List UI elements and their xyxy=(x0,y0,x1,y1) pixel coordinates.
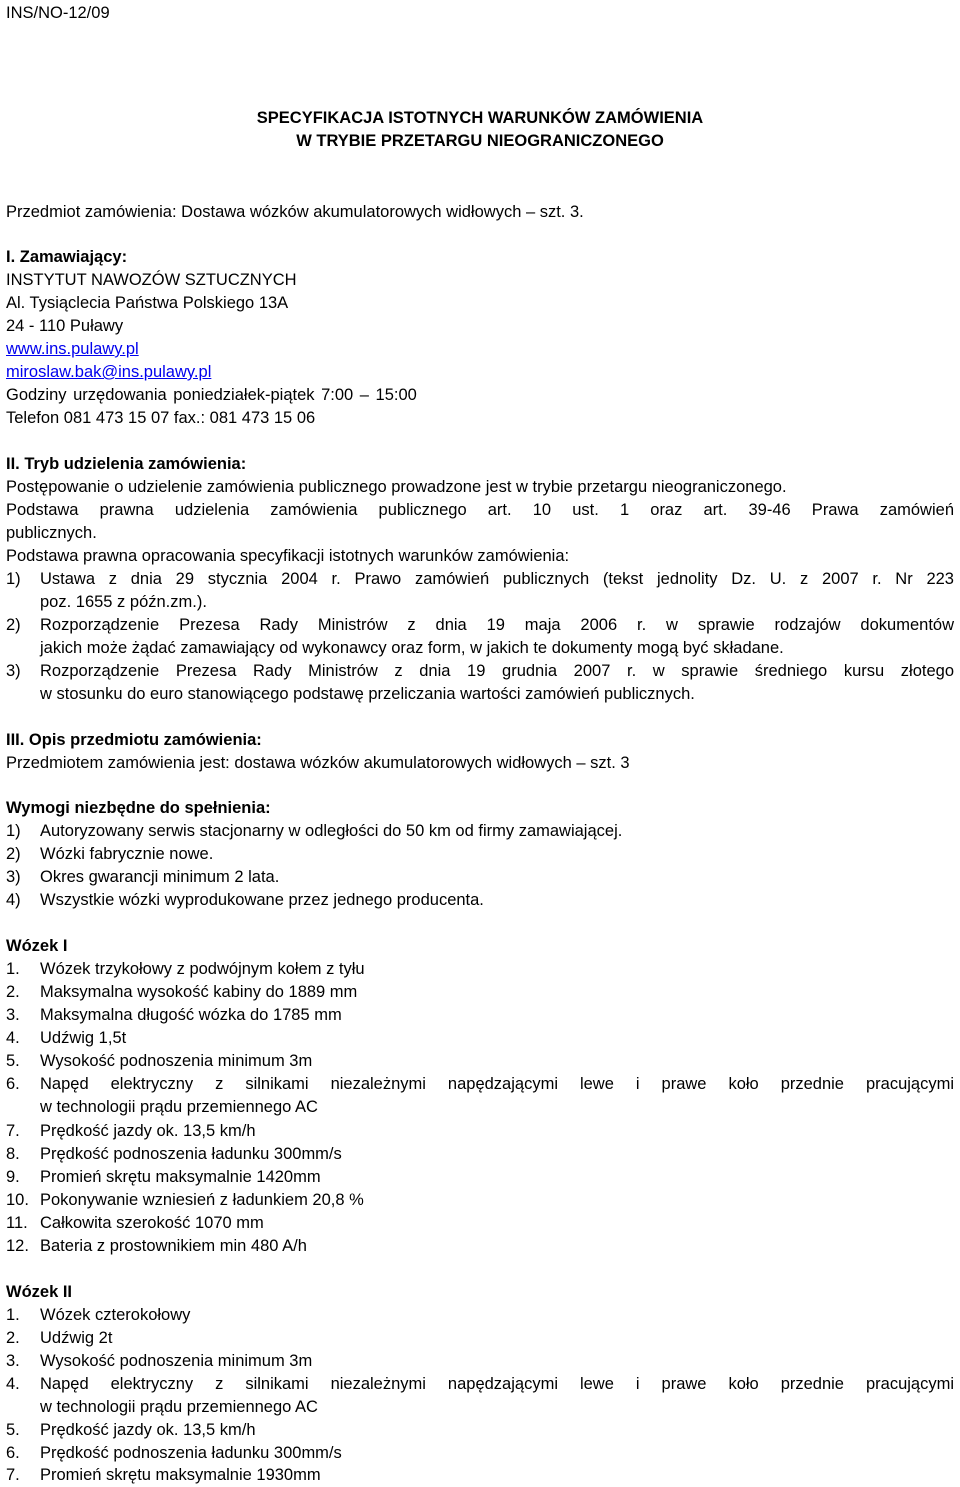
list-number: 7. xyxy=(6,1122,20,1140)
list-number: 4. xyxy=(6,1375,20,1393)
list-text: Wózki fabrycznie nowe. xyxy=(40,845,214,863)
list-text: Wysokość podnoszenia minimum 3m xyxy=(40,1352,313,1370)
list-text: Prędkość jazdy ok. 13,5 km/h xyxy=(40,1421,256,1439)
list-text: Wysokość podnoszenia minimum 3m xyxy=(40,1052,313,1070)
list-text: Prędkość podnoszenia ładunku 300mm/s xyxy=(40,1145,342,1163)
list-text: Całkowita szerokość 1070 mm xyxy=(40,1214,264,1232)
office-hours: Godziny urzędowania poniedziałek-piątek 7:00 – 15:00 xyxy=(6,386,417,404)
address-line-1: Al. Tysiąclecia Państwa Polskiego 13A xyxy=(6,294,289,312)
procedure-line-3: Podstawa prawna opracowania specyfikacji istotnych warunków zamówienia: xyxy=(6,547,570,565)
list-number: 12. xyxy=(6,1237,29,1255)
description-line-1: Przedmiotem zamówienia jest: dostawa wózków akumulatorowych widłowych – szt. 3 xyxy=(6,754,630,772)
institute-name: INSTYTUT NAWOZÓW SZTUCZNYCH xyxy=(6,271,297,289)
list-text: Bateria z prostownikiem min 480 A/h xyxy=(40,1237,307,1255)
address-line-2: 24 - 110 Puławy xyxy=(6,317,124,335)
list-text: Pokonywanie wzniesień z ładunkiem 20,8 % xyxy=(40,1191,364,1209)
list-number: 4. xyxy=(6,1029,20,1047)
section-2-heading: II. Tryb udzielenia zamówienia: xyxy=(6,455,247,473)
list-text: Prędkość podnoszenia ładunku 300mm/s xyxy=(40,1444,342,1462)
list-text: Wszystkie wózki wyprodukowane przez jednego producenta. xyxy=(40,891,484,909)
list-text: Wózek trzykołowy z podwójnym kołem z tyłu xyxy=(40,960,365,978)
requirements-heading: Wymogi niezbędne do spełnienia: xyxy=(6,799,271,817)
list-number: 3. xyxy=(6,1006,20,1024)
list-number: 6. xyxy=(6,1444,20,1462)
list-number: 2) xyxy=(6,845,21,863)
list-number: 8. xyxy=(6,1145,20,1163)
list-number: 10. xyxy=(6,1191,29,1209)
list-text: Rozporządzenie Prezesa Rady Ministrów z dnia 19 maja 2006 r. w sprawie rodzajów dokumentów xyxy=(40,616,954,634)
list-text: Rozporządzenie Prezesa Rady Ministrów z dnia 19 grudnia 2007 r. w sprawie średniego kursu złotego xyxy=(40,662,954,680)
list-number: 2. xyxy=(6,983,20,1001)
list-text: Prędkość jazdy ok. 13,5 km/h xyxy=(40,1122,256,1140)
list-number: 1) xyxy=(6,570,21,588)
list-text: Okres gwarancji minimum 2 lata. xyxy=(40,868,280,886)
title-line-2: W TRYBIE PRZETARGU NIEOGRANICZONEGO xyxy=(296,132,664,150)
list-number: 2) xyxy=(6,616,21,634)
list-number: 1) xyxy=(6,822,21,840)
procedure-line-2-cont: publicznych. xyxy=(6,524,97,542)
list-text: Udźwig 2t xyxy=(40,1329,113,1347)
list-text: Promień skrętu maksymalnie 1930mm xyxy=(40,1466,321,1484)
list-text: Autoryzowany serwis stacjonarny w odległości do 50 km od firmy zamawiającej. xyxy=(40,822,623,840)
list-text: Ustawa z dnia 29 stycznia 2004 r. Prawo zamówień publicznych (tekst jednolity Dz. U. z 2007 r. Nr 223 xyxy=(40,570,954,588)
procedure-line-1: Postępowanie o udzielenie zamówienia publicznego prowadzone jest w trybie przetargu nieograniczonego. xyxy=(6,478,787,496)
list-number: 9. xyxy=(6,1168,20,1186)
email-link[interactable]: miroslaw.bak@ins.pulawy.pl xyxy=(6,363,212,381)
document-id: INS/NO-12/09 xyxy=(6,4,110,22)
list-text: Wózek czterokołowy xyxy=(40,1306,191,1324)
list-number: 3. xyxy=(6,1352,20,1370)
title-line-1: SPECYFIKACJA ISTOTNYCH WARUNKÓW ZAMÓWIENIA xyxy=(256,109,704,127)
list-text-cont: w technologii prądu przemiennego AC xyxy=(40,1397,318,1416)
list-number: 5. xyxy=(6,1421,20,1439)
list-number: 1. xyxy=(6,960,20,978)
section-1-heading: I. Zamawiający: xyxy=(6,248,128,266)
website-link[interactable]: www.ins.pulawy.pl xyxy=(6,340,139,358)
procedure-line-2: Podstawa prawna udzielenia zamówienia publicznego art. 10 ust. 1 oraz art. 39-46 Prawa zamówień xyxy=(6,501,954,519)
truck-2-heading: Wózek II xyxy=(6,1283,73,1301)
list-number: 5. xyxy=(6,1052,20,1070)
list-number: 4) xyxy=(6,891,21,909)
list-text-cont: w stosunku do euro stanowiącego podstawę przeliczania wartości zamówień publicznych. xyxy=(40,684,695,703)
list-text: Promień skrętu maksymalnie 1420mm xyxy=(40,1168,321,1186)
list-text: Maksymalna długość wózka do 1785 mm xyxy=(40,1006,342,1024)
section-3-heading: III. Opis przedmiotu zamówienia: xyxy=(6,731,262,749)
list-text-cont: jakich może żądać zamawiający od wykonawcy oraz form, w jakich te dokumenty mogą być składane. xyxy=(40,638,784,657)
list-number: 7. xyxy=(6,1466,20,1484)
list-text: Maksymalna wysokość kabiny do 1889 mm xyxy=(40,983,358,1001)
phone-fax: Telefon 081 473 15 07 fax.: 081 473 15 06 xyxy=(6,409,316,427)
list-text: Napęd elektryczny z silnikami niezależnymi napędzającymi lewe i prawe koło przednie pracującymi xyxy=(40,1075,954,1093)
list-text-cont: w technologii prądu przemiennego AC xyxy=(40,1097,318,1116)
list-text: Udźwig 1,5t xyxy=(40,1029,127,1047)
list-number: 3) xyxy=(6,662,21,680)
list-text: Napęd elektryczny z silnikami niezależnymi napędzającymi lewe i prawe koło przednie pracującymi xyxy=(40,1375,954,1393)
list-number: 6. xyxy=(6,1075,20,1093)
truck-1-heading: Wózek I xyxy=(6,937,68,955)
list-number: 11. xyxy=(6,1214,28,1232)
list-text-cont: poz. 1655 z późn.zm.). xyxy=(40,592,207,611)
list-number: 1. xyxy=(6,1306,20,1324)
list-number: 2. xyxy=(6,1329,20,1347)
list-number: 3) xyxy=(6,868,21,886)
subject-line: Przedmiot zamówienia: Dostawa wózków akumulatorowych widłowych – szt. 3. xyxy=(6,203,584,221)
